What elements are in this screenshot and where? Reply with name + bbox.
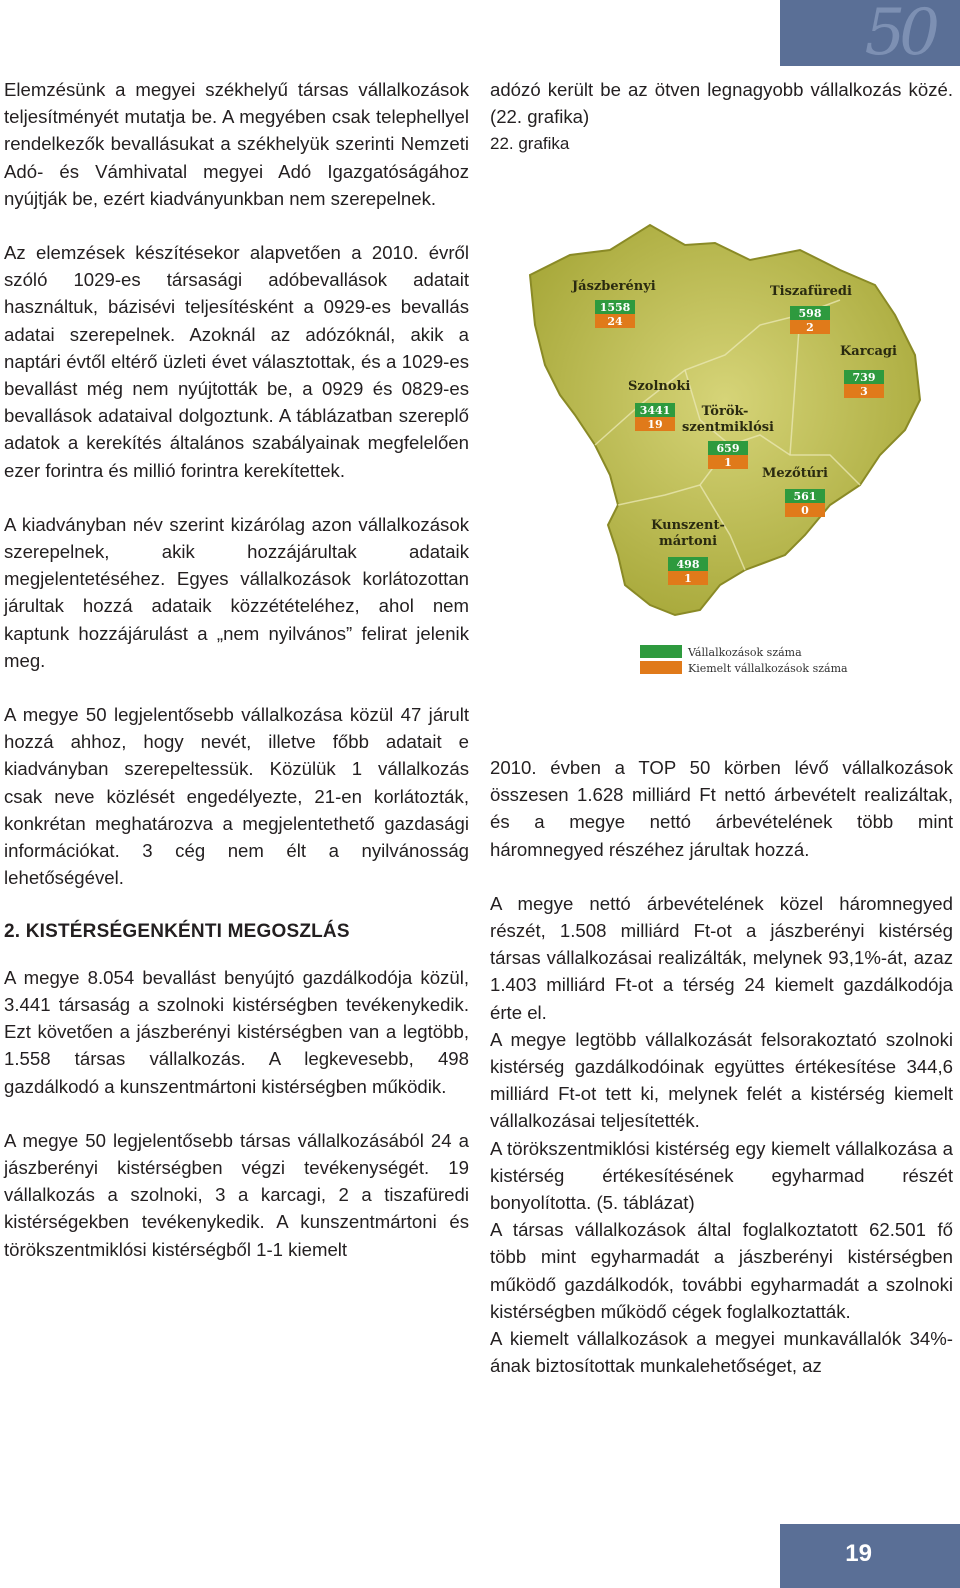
region-label-line1: Kunszent- <box>651 518 725 533</box>
count-value: 3441 <box>639 404 671 417</box>
count-value: 659 <box>716 442 740 455</box>
header-decoration <box>780 0 960 66</box>
county-map-figure <box>500 205 940 685</box>
paragraph-torokszentmiklos: A törökszentmiklósi kistérség egy kiemelt vállalkozása a kistérség értékesítésének egyharmad részét bonyolította. (5. táblázat) <box>490 1137 953 1214</box>
highlighted-value: 0 <box>801 504 809 517</box>
highlighted-value: 2 <box>806 321 814 334</box>
count-value: 739 <box>852 371 876 384</box>
left-column <box>4 76 469 1263</box>
region-label: Karcagi <box>840 344 897 359</box>
count-value: 561 <box>793 490 817 503</box>
count-value: 598 <box>798 307 822 320</box>
county-map <box>500 205 940 685</box>
anniversary-logo: 50 <box>864 0 934 66</box>
highlighted-value: 24 <box>607 315 623 328</box>
paragraph-employment: A társas vállalkozások által foglalkoztatott 62.501 fő több mint egyharmadát a jászberényi kistérségben működő gazdálkodók, további egyharmadát a szolnoki kistérségben működő cégek foglalkoztatták. <box>490 1219 953 1322</box>
region-label: Jászberényi <box>572 279 656 294</box>
page-number: 19 <box>845 1540 872 1567</box>
region-label-line1: Török- <box>701 404 749 419</box>
count-value: 1558 <box>599 301 631 314</box>
paragraph-methodology: Az elemzések készítésekor alapvetően a 2010. évről szóló 1029-es társasági adóbevallások adatait használtuk, bázisévi teljesítésként a 0929-es bevallás adatai szerepelnek. Azoknál az adózóknál, akik a naptári évtől eltérő üzleti évet választottak, és a 1029-es bevallást még nem nyújtották be, a 0929 és 0829-es bevallások adataival dolgoztunk. A táblázatban szereplő adatok a kerekítés általános szabályainak megfelelően ezer forintra és millió forintra kerekítettek. <box>4 242 469 481</box>
count-value: 498 <box>676 558 700 571</box>
paragraph-szolnok-sales: A megye legtöbb vállalkozását felsorakoztató szolnoki kistérség gazdálkodóinak együttes értékesítése 344,6 milliárd Ft-ot tett ki, melynek felét a kistérség kiemelt vállalkozásai teljesítették. <box>490 1028 953 1132</box>
legend-count-label: Vállalkozások száma <box>688 646 802 659</box>
paragraph-consent: A kiadványban név szerint kizárólag azon vállalkozások szerepelnek, akik hozzájárultak adataik megjelentetéséhez. Egyes vállalkozások korlátozottan járultak hozzá adataik közzétételéhez, ahol nem kaptunk hozzájárulást a „nem nyilvános” felirat jelenik meg. <box>4 513 469 671</box>
paragraph-distribution: A megye 8.054 bevallást benyújtó gazdálkodója közül, 3.441 társaság a szolnoki kistérségben tevékenykedik. Ezt követően a jászberényi kistérségben van a legtöbb, 1.558 társas vállalkozás. A legkevesebb, 498 gazdálkodó a kunszentmártoni kistérségben működik. <box>4 966 469 1097</box>
region-label-line2: mártoni <box>658 534 718 549</box>
paragraph-top50-consent: A megye 50 legjelentősebb vállalkozása közül 47 járult hozzá ahhoz, hogy nevét, illetve főbb adatait e kiadványban szerepeltessük. Közülük 1 vállalkozás csak neve közlését engedélyezte, 21-en korlátozták, konkrétan meghatározva a megjelentethető gazdasági információkat. 3 cég nem élt a nyilvánosság lehetőségével. <box>4 704 469 889</box>
right-column-top <box>490 76 953 158</box>
paragraph-highlighted-employment: A kiemelt vállalkozások a megyei munkavállalók 34%-ának biztosítottak munkalehetőséget, az <box>490 1328 953 1377</box>
paragraph-top50-revenue: 2010. évben a TOP 50 körben lévő vállalkozások összesen 1.628 milliárd Ft nettó árbevételt realizáltak, és a megye nettó árbevételének több mint háromnegyed részéhez járultak hozzá. <box>490 757 953 860</box>
highlighted-value: 19 <box>647 418 663 431</box>
paragraph-scope: Elemzésünk a megyei székhelyű társas vállalkozások teljesítményét mutatja be. A megyében csak telephellyel rendelkezők bevallásukat a székhelyük szerinti Nemzeti Adó- és Vámhivatal megyei Adó Igazgatóságához nyújtják be, ezért kiadványunkban nem szerepelnek. <box>4 79 469 209</box>
region-label: Tiszafüredi <box>770 284 852 299</box>
paragraph-continuation: adózó került be az ötven legnagyobb vállalkozás közé. (22. grafika) <box>490 79 953 128</box>
highlighted-value: 3 <box>860 385 868 398</box>
section-heading: 2. KISTÉRSÉGENKÉNTI MEGOSZLÁS <box>4 921 350 943</box>
region-label: Szolnoki <box>628 379 691 394</box>
map-legend <box>640 645 848 675</box>
highlighted-value: 1 <box>684 572 692 585</box>
figure-caption: 22. grafika <box>490 134 570 154</box>
region-label-line2: szentmiklósi <box>682 420 774 435</box>
right-column-bottom <box>490 754 953 1379</box>
region-label: Mezőtúri <box>762 466 828 481</box>
footer-tab <box>780 1524 960 1588</box>
paragraph-top50-distribution: A megye 50 legjelentősebb társas vállalkozásából 24 a jászberényi kistérségben végzi tevékenységét. 19 vállalkozás a szolnoki, 3 a karcagi, 2 a tiszafüredi kistérségekben tevékenykedik. A kunszentmártoni és törökszentmiklósi kistérségből 1-1 kiemelt <box>4 1129 469 1260</box>
highlighted-value: 1 <box>724 456 732 469</box>
paragraph-jaszbereny-revenue: A megye nettó árbevételének közel háromnegyed részét, 1.508 milliárd Ft-ot a jászberényi kistérség társas vállalkozásai realizálták, melynek 93,1%-át, azaz 1.403 milliárd Ft-ot a térség 24 kiemelt gazdálkodója érte el. <box>490 892 953 1023</box>
legend-highlight-label: Kiemelt vállalkozások száma <box>688 662 848 675</box>
